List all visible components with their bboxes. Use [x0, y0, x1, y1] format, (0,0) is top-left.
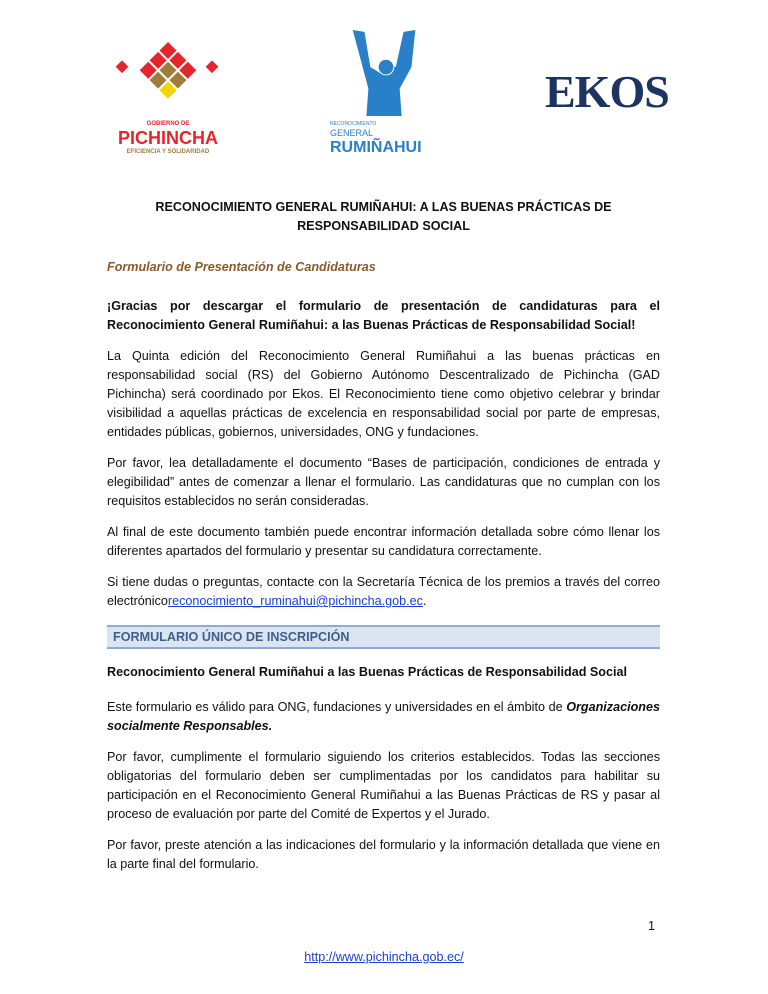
ruminahui-logo-line3: RUMIÑAHUI	[330, 139, 422, 156]
section-header-bar	[107, 625, 660, 649]
contact-email-link[interactable]: reconocimiento_ruminahui@pichincha.gob.ec	[167, 594, 423, 608]
pichincha-logo	[108, 40, 228, 155]
validity-text: Este formulario es válido para ONG, fundaciones y universidades en el ámbito de	[107, 700, 567, 714]
ekos-logo: EKOS	[545, 66, 669, 117]
pichincha-logo-line3: EFICIENCIA Y SOLIDARIDAD	[126, 149, 210, 155]
section-title: Reconocimiento General Rumiñahui a las Buenas Prácticas de Responsabilidad Social	[107, 665, 628, 679]
instructions-paragraph: Por favor, lea detalladamente el documento “Bases de participación, condiciones de entrada y elegibilidad” antes de comenzar a llenar el formulario. Las candidaturas que no cumplan con los requisitos establecidos no serán consideradas.	[107, 456, 660, 508]
pichincha-emblem-icon	[108, 40, 228, 115]
info-paragraph: Al final de este documento también puede encontrar información detallada sobre cómo llenar los diferentes apartados del formulario y presentar su candidatura correctamente.	[107, 525, 660, 558]
document-title: RECONOCIMIENTO GENERAL RUMIÑAHUI: A LAS BUENAS PRÁCTICAS DE RESPONSABILIDAD SOCIAL	[155, 200, 612, 233]
validity-paragraph	[107, 698, 660, 736]
contact-text: Si tiene dudas o preguntas, contacte con la Secretaría Técnica de los premios a través del correo electrónico	[107, 575, 660, 608]
pichincha-logo-line2: PICHINCHA	[117, 128, 218, 148]
section-header: FORMULARIO ÚNICO DE INSCRIPCIÓN	[113, 630, 350, 644]
attention-paragraph: Por favor, preste atención a las indicaciones del formulario y la información detallada que viene en la parte final del formulario.	[107, 838, 660, 871]
intro-paragraph: La Quinta edición del Reconocimiento General Rumiñahui a las buenas prácticas en responsabilidad social (RS) del Gobierno Autónomo Descentralizado de Pichincha (GAD Pichincha) será coordinado por Ekos. El Reconocimiento tiene como objetivo celebrar y brindar visibilidad a aquellas prácticas de excelencia en responsabilidad social por parte de empresas, entidades públicas, gobiernos, universidades, ONG y fundaciones.	[107, 349, 660, 439]
thanks-paragraph: ¡Gracias por descargar el formulario de presentación de candidaturas para el Reconocimiento General Rumiñahui: a las Buenas Prácticas de Responsabilidad Social!	[107, 299, 660, 332]
document-body	[107, 198, 660, 886]
contact-suffix: .	[422, 594, 427, 608]
footer-url-link[interactable]: http://www.pichincha.gob.ec/	[304, 950, 464, 964]
criteria-paragraph: Por favor, cumplimente el formulario siguiendo los criterios establecidos. Todas las secciones obligatorias del formulario deben ser cumplimentadas por los candidatos para habilitar su participación en el Reconocimiento General Rumiñahui a las Buenas Prácticas de RS y pasar al proceso de evaluación por parte del Comité de Expertos y el Jurado.	[107, 750, 660, 821]
raised-arms-figure-icon	[330, 28, 440, 116]
form-subtitle: Formulario de Presentación de Candidaturas	[107, 260, 376, 274]
ruminahui-logo-line1: RECONOCIMIENTO	[330, 121, 377, 127]
page-number: 1	[648, 919, 656, 933]
validity-emphasis: Organizaciones socialmente Responsables.	[107, 700, 660, 733]
ruminahui-logo	[330, 28, 440, 158]
pichincha-logo-line1: GOBIERNO DE	[146, 121, 190, 127]
contact-paragraph	[107, 573, 660, 611]
ruminahui-logo-line2: GENERAL	[330, 128, 374, 138]
